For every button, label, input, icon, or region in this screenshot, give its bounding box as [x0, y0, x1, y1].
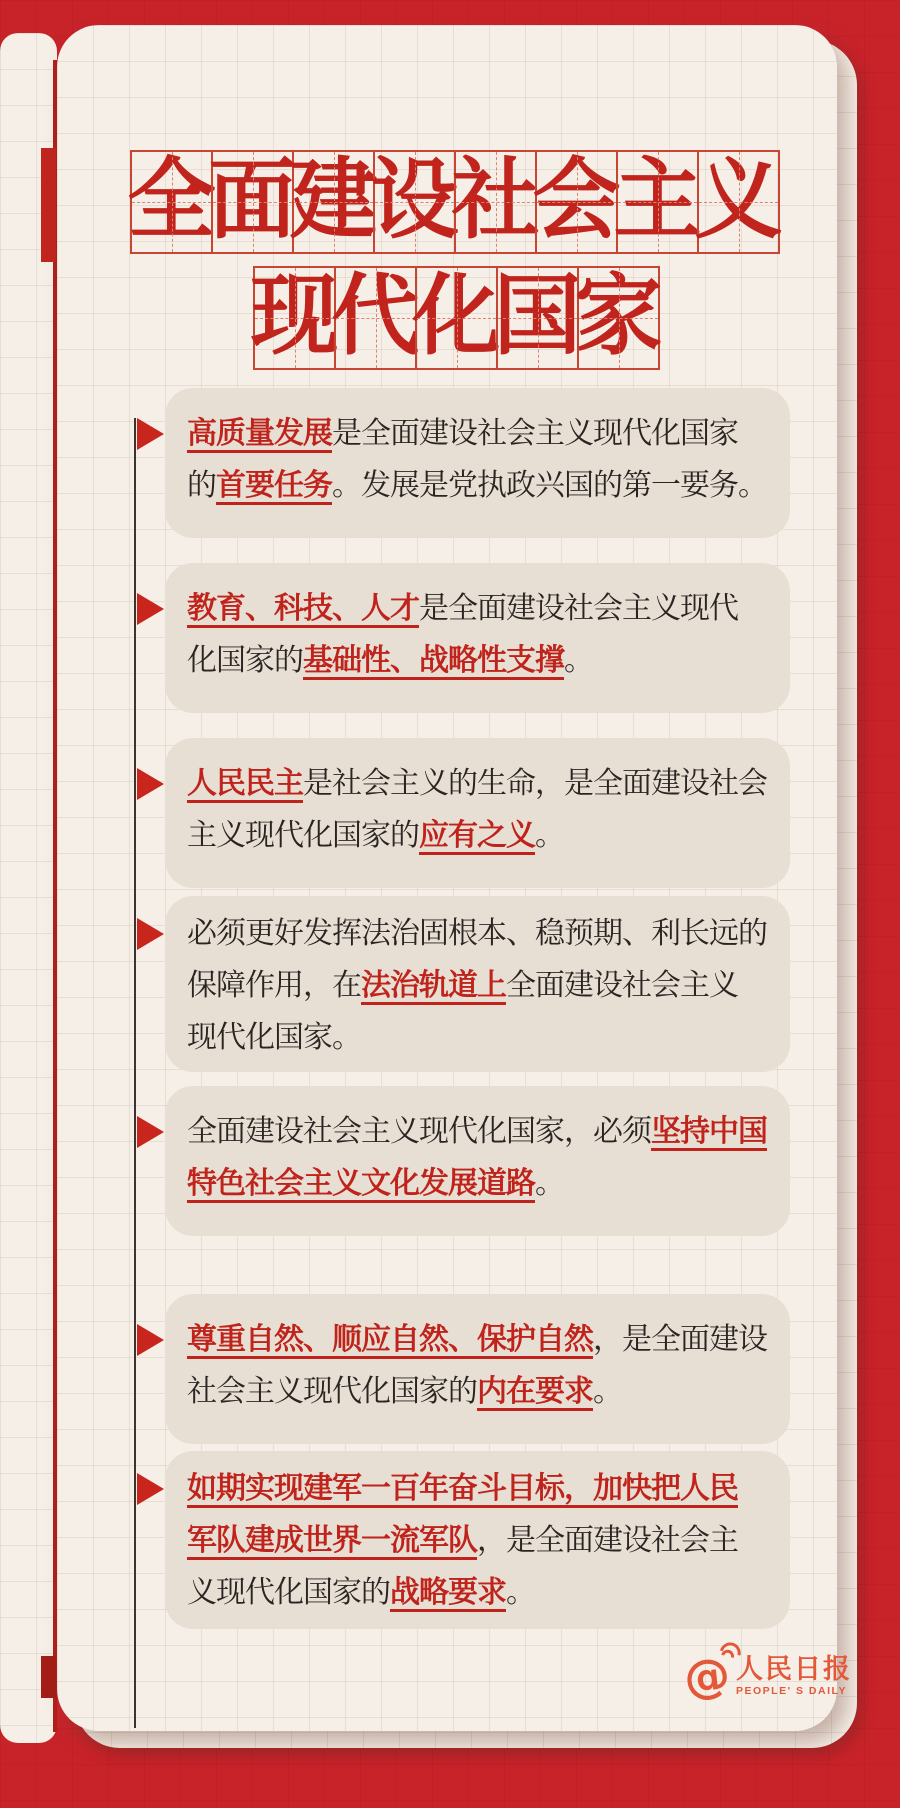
bullet-text-1 — [187, 408, 767, 512]
at-megaphone-icon — [681, 1646, 733, 1706]
logo-en-text: PEOPLE' S DAILY — [736, 1684, 847, 1697]
text-segment: 保障作用，在 — [187, 969, 361, 1002]
bullet-text-7 — [187, 1463, 738, 1619]
emphasized-text-segment: 人民民主 — [187, 767, 303, 800]
text-segment: 。 — [593, 1375, 622, 1408]
emphasized-text-segment: 首要任务 — [216, 469, 332, 502]
text-segment: 社会主义现代化国家的 — [187, 1375, 477, 1408]
title-char-box: 化 — [415, 266, 498, 370]
bullet-text-line — [187, 1314, 767, 1366]
bullet-text-2 — [187, 583, 738, 687]
bullet-text-line — [187, 1515, 738, 1567]
emphasized-text-segment: 尊重自然、顺应自然、保护自然 — [187, 1323, 593, 1356]
bullet-triangle-icon — [137, 418, 164, 450]
text-segment: 现代化国家。 — [187, 1021, 361, 1054]
bullet-triangle-icon — [137, 1324, 164, 1356]
text-segment: 化国家的 — [187, 644, 303, 677]
emphasized-text-segment: 内在要求 — [477, 1375, 593, 1408]
title-char-box: 义 — [697, 150, 780, 254]
text-segment: 是社会主义的生命，是全面建设社会 — [303, 767, 767, 800]
title-char-box: 会 — [535, 150, 618, 254]
bullet-triangle-icon — [137, 593, 164, 625]
bullet-text-line — [187, 460, 767, 512]
bullet-triangle-icon — [137, 1473, 164, 1505]
text-segment: ，是全面建设社会主 — [477, 1524, 738, 1557]
text-segment: 是全面建设社会主义现代 — [419, 592, 738, 625]
text-segment: 。 — [535, 819, 564, 852]
emphasized-text-segment: 高质量发展 — [187, 417, 332, 450]
title-char-box: 主 — [616, 150, 699, 254]
bullet-text-line — [187, 1366, 767, 1418]
text-segment: 。 — [506, 1576, 535, 1609]
bullet-text-line — [187, 758, 767, 810]
text-segment: 主义现代化国家的 — [187, 819, 419, 852]
bullet-text-line — [187, 408, 767, 460]
emphasized-text-segment: 基础性、战略性支撑 — [303, 644, 564, 677]
bullet-triangle-icon — [137, 918, 164, 950]
text-segment: 义现代化国家的 — [187, 1576, 390, 1609]
emphasized-text-segment: 如期实现建军一百年奋斗目标，加快把人民 — [187, 1472, 738, 1505]
bullet-text-line — [187, 1012, 767, 1064]
bullet-text-line — [187, 1106, 767, 1158]
logo-cn-text: 人民日报 — [736, 1653, 852, 1685]
text-segment: 全面建设社会主义 — [506, 969, 738, 1002]
bullet-text-line — [187, 908, 767, 960]
text-segment: 。 — [564, 644, 593, 677]
bullet-text-line — [187, 1463, 738, 1515]
bullet-text-line — [187, 810, 767, 862]
text-segment: 是全面建设社会主义现代化国家 — [332, 417, 738, 450]
title-char-box: 国 — [496, 266, 579, 370]
bullet-triangle-icon — [137, 1116, 164, 1148]
bullet-text-line — [187, 1567, 738, 1619]
title-char-box: 社 — [454, 150, 537, 254]
bullet-text-line — [187, 1158, 767, 1210]
emphasized-text-segment: 特色社会主义文化发展道路 — [187, 1167, 535, 1200]
title-char-box: 现 — [253, 266, 336, 370]
emphasized-text-segment: 战略要求 — [390, 1576, 506, 1609]
peoples-daily-logo — [681, 1646, 852, 1706]
text-segment: 。 — [535, 1167, 564, 1200]
text-segment: 必须更好发挥法治固根本、稳预期、利长远的 — [187, 917, 767, 950]
at-glyph: @ — [681, 1646, 733, 1706]
margin-line — [134, 418, 136, 1728]
title-char-box: 家 — [577, 266, 660, 370]
bullet-text-6 — [187, 1314, 767, 1418]
emphasized-text-segment: 军队建成世界一流军队 — [187, 1524, 477, 1557]
poster-title-line-1 — [127, 150, 783, 254]
bullet-text-line — [187, 583, 738, 635]
emphasized-text-segment: 教育、科技、人才 — [187, 592, 419, 625]
paper-sheet-back-left — [0, 33, 57, 1743]
emphasized-text-segment: 法治轨道上 — [361, 969, 506, 1002]
bullet-text-line — [187, 960, 767, 1012]
text-segment: 的 — [187, 469, 216, 502]
title-char-box: 建 — [292, 150, 375, 254]
poster-title-line-2 — [250, 266, 663, 370]
title-char-box: 面 — [211, 150, 294, 254]
emphasized-text-segment: 坚持中国 — [651, 1115, 767, 1148]
logo-text-block — [736, 1655, 852, 1698]
text-segment: 。发展是党执政兴国的第一要务。 — [332, 469, 767, 502]
bullet-triangle-icon — [137, 768, 164, 800]
ribbon-tab-bottom — [41, 1656, 56, 1698]
title-char-box: 全 — [130, 150, 213, 254]
bullet-text-3 — [187, 758, 767, 862]
title-char-box: 设 — [373, 150, 456, 254]
ribbon-tab-top — [41, 148, 56, 262]
title-char-box: 代 — [334, 266, 417, 370]
text-segment: 全面建设社会主义现代化国家，必须 — [187, 1115, 651, 1148]
bullet-text-4 — [187, 908, 767, 1064]
bullet-text-5 — [187, 1106, 767, 1210]
emphasized-text-segment: 应有之义 — [419, 819, 535, 852]
text-segment: ，是全面建设 — [593, 1323, 767, 1356]
bullet-text-line — [187, 635, 738, 687]
